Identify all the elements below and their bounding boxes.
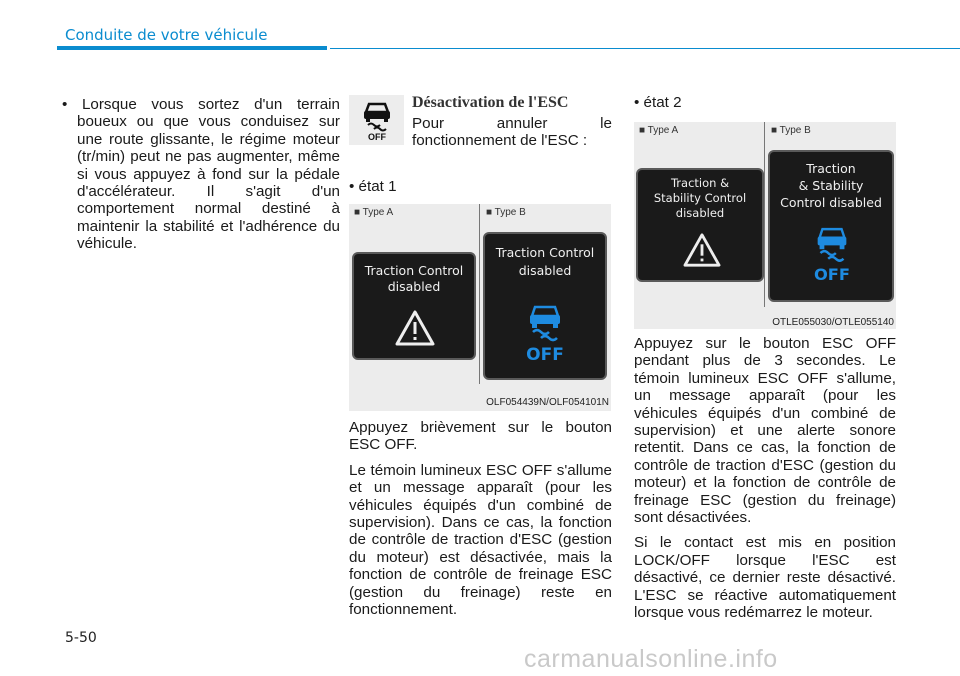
figure-divider [479, 204, 480, 384]
esc-off-icon-box [349, 95, 404, 145]
screen-a-line-3: disabled [675, 206, 725, 220]
paragraph-2: Si le contact est mis en position LOCK/OFF lorsque l'ESC est désactivé, ce dernier reste désactivé. L'ESC se réactive automatiquement lorsque vous redémarrez le moteur. [634, 534, 896, 622]
warning-triangle-icon [394, 309, 436, 347]
screen-b-off-label: OFF [813, 264, 851, 284]
page-number: 5-50 [65, 630, 97, 646]
middle-paragraphs [349, 419, 612, 626]
bullet-item: • Lorsque vous sortez d'un terrain boueux ou que vous conduisez sur une route glissante, le régime moteur (tr/min) peut ne pas augmenter, même si vous appuyez à fond sur la pédale d'accélérateur. Il s'agit d'un comportement normal destiné à maintenir la stabilité et l'adhérence du véhicule. [62, 96, 340, 253]
type-b-label: ■ Type B [771, 125, 811, 136]
screen-a-line-2: Stability Control [653, 191, 747, 205]
figure-divider [764, 122, 765, 307]
watermark: carmanualsonline.info [524, 645, 778, 673]
section-intro: Pour annuler le fonctionnement de l'ESC : [412, 115, 612, 150]
figure-caption: OLF054439N/OLF054101N [486, 397, 609, 408]
section-heading: Désactivation de l'ESC [412, 94, 569, 111]
header-rule-thin [330, 48, 960, 49]
screen-b-line-1: Traction Control [495, 245, 595, 260]
screen-type-b [768, 150, 894, 302]
type-a-label: ■ Type A [354, 207, 394, 218]
paragraph-2: Le témoin lumineux ESC OFF s'allume et un message apparaît (pour les véhicules équipés d'un combiné de supervision). Dans ce cas, la fonction de contrôle de traction d'ESC (gestion du moteur) est désactivée, mais la fonction de contrôle de freinage ESC (gestion du freinage) reste en fonctionnement. [349, 461, 612, 619]
section-title: Conduite de votre véhicule [65, 26, 268, 44]
figure-state-2 [634, 122, 896, 329]
esc-off-icon [357, 99, 397, 141]
esc-off-indicator-icon [522, 302, 568, 364]
figure-caption: OTLE055030/OTLE055140 [772, 317, 894, 328]
type-b-label: ■ Type B [486, 207, 526, 218]
figure-state-1 [349, 204, 611, 411]
screen-a-line-1: Traction & [670, 176, 730, 190]
bullet-text: Lorsque vous sortez d'un terrain boueux ou que vous conduisez sur une route glissante, le régime moteur (tr/min) peut ne pas augmenter, même si vous appuyez à fond sur la pédale d'accélérateur. Il s'agit d'un comportement normal destiné à maintenir la stabilité et l'adhérence du véhicule. [77, 96, 340, 253]
esc-off-indicator-icon [810, 224, 854, 284]
screen-type-a [352, 252, 476, 360]
paragraph-1: Appuyez brièvement sur le bouton ESC OFF. [349, 419, 612, 454]
type-a-label: ■ Type A [639, 125, 679, 136]
screen-b-off-label: OFF [526, 345, 564, 364]
esc-off-icon-label: OFF [367, 132, 386, 141]
screen-b-line-1: Traction [806, 161, 856, 176]
screen-b-line-3: Control disabled [780, 195, 882, 210]
warning-triangle-icon [682, 232, 722, 268]
screen-b-line-2: & Stability [798, 178, 864, 193]
screen-a-line-1: Traction Control [364, 263, 464, 278]
paragraph-1: Appuyez sur le bouton ESC OFF pendant plus de 3 secondes. Le témoin lumineux ESC OFF s'allume, un message apparaît (pour les véhicules équipés d'un combiné de supervision) et une alerte sonore retentit. Dans ce cas, la fonction de contrôle de traction d'ESC (gestion du moteur) et la fonction de contrôle de freinage ESC (gestion du freinage) sont désactivées. [634, 335, 896, 527]
right-paragraphs [634, 335, 896, 630]
screen-type-a [636, 168, 764, 282]
state-1-label: • état 1 [349, 178, 397, 195]
screen-type-b [483, 232, 607, 380]
header-rule-thick [57, 46, 327, 50]
screen-b-line-2: disabled [518, 263, 572, 278]
screen-a-line-2: disabled [387, 279, 441, 294]
state-2-label: • état 2 [634, 94, 682, 111]
